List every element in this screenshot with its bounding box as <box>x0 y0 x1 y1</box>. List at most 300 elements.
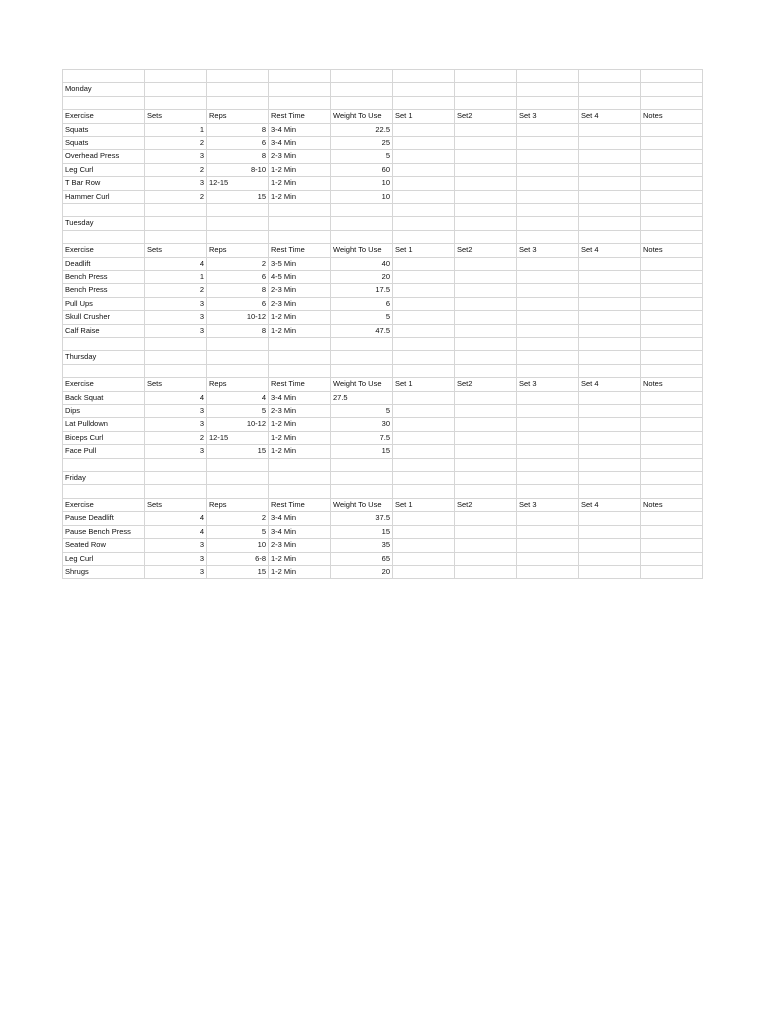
empty-cell[interactable] <box>269 204 331 217</box>
value-cell[interactable] <box>517 512 579 525</box>
empty-cell[interactable] <box>145 485 207 498</box>
value-cell[interactable] <box>641 137 703 150</box>
value-cell[interactable]: 8 <box>207 123 269 136</box>
empty-cell[interactable] <box>269 217 331 230</box>
value-cell[interactable]: 5 <box>331 150 393 163</box>
empty-cell[interactable] <box>269 351 331 364</box>
column-header[interactable]: Set2 <box>455 378 517 391</box>
value-cell[interactable]: 2 <box>207 257 269 270</box>
value-cell[interactable] <box>455 539 517 552</box>
value-cell[interactable] <box>641 190 703 203</box>
value-cell[interactable] <box>393 565 455 578</box>
value-cell[interactable] <box>641 431 703 444</box>
value-cell[interactable] <box>579 391 641 404</box>
value-cell[interactable] <box>455 297 517 310</box>
value-cell[interactable] <box>517 565 579 578</box>
value-cell[interactable] <box>455 525 517 538</box>
empty-cell[interactable] <box>579 485 641 498</box>
empty-cell[interactable] <box>207 204 269 217</box>
empty-cell[interactable] <box>455 338 517 351</box>
value-cell[interactable]: 12-15 <box>207 177 269 190</box>
value-cell[interactable]: 2 <box>145 284 207 297</box>
empty-cell[interactable] <box>455 96 517 109</box>
empty-cell[interactable] <box>641 472 703 485</box>
column-header[interactable]: Set 3 <box>517 244 579 257</box>
value-cell[interactable]: 8 <box>207 324 269 337</box>
value-cell[interactable] <box>579 257 641 270</box>
column-header[interactable]: Set2 <box>455 244 517 257</box>
value-cell[interactable]: 6 <box>207 297 269 310</box>
value-cell[interactable] <box>641 271 703 284</box>
empty-cell[interactable] <box>331 83 393 96</box>
empty-cell[interactable] <box>393 458 455 471</box>
value-cell[interactable]: 3-4 Min <box>269 512 331 525</box>
column-header[interactable]: Set2 <box>455 498 517 511</box>
value-cell[interactable]: 10 <box>207 539 269 552</box>
value-cell[interactable] <box>393 418 455 431</box>
value-cell[interactable] <box>641 512 703 525</box>
value-cell[interactable]: 3 <box>145 539 207 552</box>
empty-cell[interactable] <box>393 70 455 83</box>
empty-cell[interactable] <box>269 364 331 377</box>
value-cell[interactable]: 10-12 <box>207 418 269 431</box>
value-cell[interactable] <box>393 512 455 525</box>
value-cell[interactable]: 3 <box>145 565 207 578</box>
value-cell[interactable]: 22.5 <box>331 123 393 136</box>
column-header[interactable]: Weight To Use <box>331 378 393 391</box>
empty-cell[interactable] <box>641 204 703 217</box>
value-cell[interactable] <box>517 257 579 270</box>
value-cell[interactable] <box>393 163 455 176</box>
value-cell[interactable]: 60 <box>331 163 393 176</box>
empty-cell[interactable] <box>579 96 641 109</box>
value-cell[interactable]: 5 <box>207 525 269 538</box>
value-cell[interactable] <box>455 512 517 525</box>
empty-cell[interactable] <box>207 472 269 485</box>
column-header[interactable]: Sets <box>145 498 207 511</box>
value-cell[interactable]: 1-2 Min <box>269 431 331 444</box>
empty-cell[interactable] <box>455 472 517 485</box>
empty-cell[interactable] <box>641 351 703 364</box>
column-header[interactable]: Reps <box>207 378 269 391</box>
column-header[interactable]: Set 1 <box>393 244 455 257</box>
empty-cell[interactable] <box>641 217 703 230</box>
empty-cell[interactable] <box>579 230 641 243</box>
value-cell[interactable] <box>393 177 455 190</box>
value-cell[interactable] <box>455 431 517 444</box>
value-cell[interactable] <box>517 150 579 163</box>
value-cell[interactable] <box>455 565 517 578</box>
value-cell[interactable] <box>517 284 579 297</box>
empty-cell[interactable] <box>393 351 455 364</box>
empty-cell[interactable] <box>63 458 145 471</box>
value-cell[interactable]: 20 <box>331 565 393 578</box>
value-cell[interactable] <box>579 297 641 310</box>
empty-cell[interactable] <box>331 472 393 485</box>
exercise-name-cell[interactable]: Pull Ups <box>63 297 145 310</box>
value-cell[interactable] <box>455 257 517 270</box>
value-cell[interactable] <box>517 271 579 284</box>
value-cell[interactable]: 15 <box>207 445 269 458</box>
empty-cell[interactable] <box>517 351 579 364</box>
value-cell[interactable] <box>641 163 703 176</box>
column-header[interactable]: Set 4 <box>579 378 641 391</box>
value-cell[interactable] <box>393 445 455 458</box>
value-cell[interactable] <box>455 137 517 150</box>
column-header[interactable]: Rest Time <box>269 244 331 257</box>
exercise-name-cell[interactable]: Deadlift <box>63 257 145 270</box>
value-cell[interactable]: 25 <box>331 137 393 150</box>
empty-cell[interactable] <box>331 230 393 243</box>
column-header[interactable]: Set 3 <box>517 110 579 123</box>
empty-cell[interactable] <box>331 96 393 109</box>
column-header[interactable]: Weight To Use <box>331 498 393 511</box>
exercise-name-cell[interactable]: Seated Row <box>63 539 145 552</box>
value-cell[interactable] <box>517 539 579 552</box>
value-cell[interactable]: 4 <box>145 391 207 404</box>
value-cell[interactable]: 65 <box>331 552 393 565</box>
value-cell[interactable] <box>579 190 641 203</box>
value-cell[interactable]: 8 <box>207 150 269 163</box>
exercise-name-cell[interactable]: Dips <box>63 405 145 418</box>
value-cell[interactable]: 3-4 Min <box>269 391 331 404</box>
empty-cell[interactable] <box>145 204 207 217</box>
value-cell[interactable] <box>641 565 703 578</box>
value-cell[interactable] <box>517 418 579 431</box>
empty-cell[interactable] <box>145 472 207 485</box>
column-header[interactable]: Set 1 <box>393 378 455 391</box>
value-cell[interactable]: 15 <box>207 190 269 203</box>
empty-cell[interactable] <box>63 364 145 377</box>
value-cell[interactable]: 1-2 Min <box>269 418 331 431</box>
value-cell[interactable] <box>579 177 641 190</box>
value-cell[interactable]: 1-2 Min <box>269 177 331 190</box>
value-cell[interactable] <box>579 539 641 552</box>
value-cell[interactable]: 1 <box>145 123 207 136</box>
value-cell[interactable]: 20 <box>331 271 393 284</box>
empty-cell[interactable] <box>579 338 641 351</box>
empty-cell[interactable] <box>641 485 703 498</box>
empty-cell[interactable] <box>579 204 641 217</box>
value-cell[interactable] <box>455 324 517 337</box>
column-header[interactable]: Sets <box>145 378 207 391</box>
empty-cell[interactable] <box>393 338 455 351</box>
empty-cell[interactable] <box>579 217 641 230</box>
value-cell[interactable] <box>517 177 579 190</box>
empty-cell[interactable] <box>269 83 331 96</box>
column-header[interactable]: Weight To Use <box>331 110 393 123</box>
empty-cell[interactable] <box>393 364 455 377</box>
value-cell[interactable] <box>455 311 517 324</box>
value-cell[interactable] <box>641 150 703 163</box>
value-cell[interactable] <box>641 177 703 190</box>
empty-cell[interactable] <box>455 230 517 243</box>
exercise-name-cell[interactable]: Skull Crusher <box>63 311 145 324</box>
column-header[interactable]: Set 3 <box>517 378 579 391</box>
empty-cell[interactable] <box>331 338 393 351</box>
value-cell[interactable]: 3-4 Min <box>269 137 331 150</box>
value-cell[interactable] <box>517 297 579 310</box>
exercise-name-cell[interactable]: Leg Curl <box>63 552 145 565</box>
value-cell[interactable] <box>641 405 703 418</box>
column-header[interactable]: Exercise <box>63 244 145 257</box>
value-cell[interactable]: 3-4 Min <box>269 123 331 136</box>
value-cell[interactable] <box>455 284 517 297</box>
value-cell[interactable]: 1-2 Min <box>269 163 331 176</box>
value-cell[interactable]: 3 <box>145 297 207 310</box>
empty-cell[interactable] <box>455 204 517 217</box>
value-cell[interactable] <box>641 311 703 324</box>
value-cell[interactable]: 7.5 <box>331 431 393 444</box>
value-cell[interactable]: 37.5 <box>331 512 393 525</box>
empty-cell[interactable] <box>269 96 331 109</box>
empty-cell[interactable] <box>641 83 703 96</box>
empty-cell[interactable] <box>517 230 579 243</box>
value-cell[interactable] <box>517 137 579 150</box>
empty-cell[interactable] <box>517 83 579 96</box>
value-cell[interactable] <box>393 324 455 337</box>
exercise-name-cell[interactable]: Pause Deadlift <box>63 512 145 525</box>
value-cell[interactable] <box>579 123 641 136</box>
empty-cell[interactable] <box>63 338 145 351</box>
column-header[interactable]: Set 4 <box>579 110 641 123</box>
exercise-name-cell[interactable]: Face Pull <box>63 445 145 458</box>
empty-cell[interactable] <box>269 230 331 243</box>
value-cell[interactable] <box>641 257 703 270</box>
value-cell[interactable]: 1-2 Min <box>269 311 331 324</box>
empty-cell[interactable] <box>393 83 455 96</box>
empty-cell[interactable] <box>579 70 641 83</box>
value-cell[interactable] <box>517 163 579 176</box>
value-cell[interactable]: 3 <box>145 445 207 458</box>
value-cell[interactable]: 8-10 <box>207 163 269 176</box>
empty-cell[interactable] <box>455 70 517 83</box>
value-cell[interactable] <box>393 150 455 163</box>
empty-cell[interactable] <box>63 485 145 498</box>
exercise-name-cell[interactable]: Calf Raise <box>63 324 145 337</box>
value-cell[interactable]: 17.5 <box>331 284 393 297</box>
value-cell[interactable]: 1-2 Min <box>269 190 331 203</box>
value-cell[interactable] <box>455 405 517 418</box>
column-header[interactable]: Notes <box>641 498 703 511</box>
value-cell[interactable]: 35 <box>331 539 393 552</box>
value-cell[interactable] <box>517 445 579 458</box>
empty-cell[interactable] <box>145 96 207 109</box>
column-header[interactable]: Set2 <box>455 110 517 123</box>
value-cell[interactable]: 15 <box>207 565 269 578</box>
value-cell[interactable] <box>455 445 517 458</box>
empty-cell[interactable] <box>641 364 703 377</box>
value-cell[interactable]: 2-3 Min <box>269 284 331 297</box>
value-cell[interactable] <box>579 137 641 150</box>
empty-cell[interactable] <box>207 96 269 109</box>
value-cell[interactable] <box>641 525 703 538</box>
value-cell[interactable]: 4 <box>145 512 207 525</box>
value-cell[interactable] <box>393 552 455 565</box>
column-header[interactable]: Set 4 <box>579 244 641 257</box>
empty-cell[interactable] <box>145 338 207 351</box>
value-cell[interactable] <box>455 123 517 136</box>
column-header[interactable]: Weight To Use <box>331 244 393 257</box>
value-cell[interactable] <box>579 284 641 297</box>
column-header[interactable]: Reps <box>207 244 269 257</box>
value-cell[interactable] <box>517 525 579 538</box>
value-cell[interactable] <box>641 552 703 565</box>
exercise-name-cell[interactable]: Overhead Press <box>63 150 145 163</box>
value-cell[interactable]: 10 <box>331 177 393 190</box>
value-cell[interactable]: 3 <box>145 405 207 418</box>
value-cell[interactable] <box>517 324 579 337</box>
value-cell[interactable] <box>393 190 455 203</box>
column-header[interactable]: Sets <box>145 244 207 257</box>
value-cell[interactable]: 5 <box>207 405 269 418</box>
empty-cell[interactable] <box>579 458 641 471</box>
value-cell[interactable] <box>393 297 455 310</box>
value-cell[interactable]: 47.5 <box>331 324 393 337</box>
empty-cell[interactable] <box>269 472 331 485</box>
empty-cell[interactable] <box>331 204 393 217</box>
empty-cell[interactable] <box>517 338 579 351</box>
empty-cell[interactable] <box>331 364 393 377</box>
empty-cell[interactable] <box>579 351 641 364</box>
column-header[interactable]: Sets <box>145 110 207 123</box>
value-cell[interactable]: 2 <box>145 163 207 176</box>
empty-cell[interactable] <box>455 217 517 230</box>
value-cell[interactable] <box>641 539 703 552</box>
empty-cell[interactable] <box>269 338 331 351</box>
value-cell[interactable]: 4 <box>145 525 207 538</box>
value-cell[interactable]: 40 <box>331 257 393 270</box>
empty-cell[interactable] <box>63 204 145 217</box>
empty-cell[interactable] <box>517 485 579 498</box>
value-cell[interactable]: 6 <box>331 297 393 310</box>
value-cell[interactable]: 27.5 <box>331 391 393 404</box>
empty-cell[interactable] <box>517 458 579 471</box>
column-header[interactable]: Set 4 <box>579 498 641 511</box>
empty-cell[interactable] <box>331 217 393 230</box>
value-cell[interactable]: 12-15 <box>207 431 269 444</box>
empty-cell[interactable] <box>269 458 331 471</box>
value-cell[interactable]: 6-8 <box>207 552 269 565</box>
empty-cell[interactable] <box>269 485 331 498</box>
column-header[interactable]: Exercise <box>63 498 145 511</box>
value-cell[interactable] <box>641 445 703 458</box>
value-cell[interactable] <box>517 552 579 565</box>
column-header[interactable]: Rest Time <box>269 378 331 391</box>
value-cell[interactable] <box>455 418 517 431</box>
empty-cell[interactable] <box>517 217 579 230</box>
value-cell[interactable] <box>455 150 517 163</box>
value-cell[interactable] <box>517 391 579 404</box>
value-cell[interactable]: 5 <box>331 405 393 418</box>
column-header[interactable]: Notes <box>641 244 703 257</box>
value-cell[interactable] <box>579 271 641 284</box>
empty-cell[interactable] <box>63 70 145 83</box>
empty-cell[interactable] <box>207 338 269 351</box>
exercise-name-cell[interactable]: Back Squat <box>63 391 145 404</box>
value-cell[interactable]: 6 <box>207 137 269 150</box>
value-cell[interactable] <box>393 525 455 538</box>
value-cell[interactable] <box>579 431 641 444</box>
exercise-name-cell[interactable]: Lat Pulldown <box>63 418 145 431</box>
empty-cell[interactable] <box>207 70 269 83</box>
day-title[interactable]: Monday <box>63 83 145 96</box>
column-header[interactable]: Rest Time <box>269 110 331 123</box>
value-cell[interactable] <box>455 271 517 284</box>
value-cell[interactable] <box>579 324 641 337</box>
empty-cell[interactable] <box>63 96 145 109</box>
value-cell[interactable] <box>517 405 579 418</box>
column-header[interactable]: Set 1 <box>393 110 455 123</box>
empty-cell[interactable] <box>517 96 579 109</box>
value-cell[interactable]: 5 <box>331 311 393 324</box>
value-cell[interactable] <box>579 565 641 578</box>
column-header[interactable]: Notes <box>641 378 703 391</box>
exercise-name-cell[interactable]: Hammer Curl <box>63 190 145 203</box>
empty-cell[interactable] <box>517 364 579 377</box>
value-cell[interactable]: 2 <box>145 431 207 444</box>
value-cell[interactable]: 4 <box>207 391 269 404</box>
empty-cell[interactable] <box>641 70 703 83</box>
value-cell[interactable] <box>641 297 703 310</box>
empty-cell[interactable] <box>455 364 517 377</box>
empty-cell[interactable] <box>393 230 455 243</box>
value-cell[interactable]: 1-2 Min <box>269 565 331 578</box>
value-cell[interactable]: 1 <box>145 271 207 284</box>
exercise-name-cell[interactable]: Pause Bench Press <box>63 525 145 538</box>
value-cell[interactable] <box>517 123 579 136</box>
column-header[interactable]: Set 1 <box>393 498 455 511</box>
value-cell[interactable]: 3 <box>145 150 207 163</box>
value-cell[interactable] <box>393 405 455 418</box>
value-cell[interactable]: 3-4 Min <box>269 525 331 538</box>
day-title[interactable]: Tuesday <box>63 217 145 230</box>
value-cell[interactable] <box>393 539 455 552</box>
value-cell[interactable] <box>455 177 517 190</box>
empty-cell[interactable] <box>517 70 579 83</box>
value-cell[interactable] <box>641 418 703 431</box>
value-cell[interactable] <box>579 163 641 176</box>
empty-cell[interactable] <box>579 83 641 96</box>
value-cell[interactable]: 2-3 Min <box>269 150 331 163</box>
empty-cell[interactable] <box>207 458 269 471</box>
column-header[interactable]: Rest Time <box>269 498 331 511</box>
value-cell[interactable] <box>579 512 641 525</box>
value-cell[interactable] <box>579 445 641 458</box>
value-cell[interactable] <box>517 311 579 324</box>
value-cell[interactable]: 4 <box>145 257 207 270</box>
exercise-name-cell[interactable]: Leg Curl <box>63 163 145 176</box>
value-cell[interactable] <box>393 257 455 270</box>
empty-cell[interactable] <box>393 217 455 230</box>
empty-cell[interactable] <box>579 472 641 485</box>
empty-cell[interactable] <box>455 485 517 498</box>
empty-cell[interactable] <box>207 364 269 377</box>
value-cell[interactable]: 10 <box>331 190 393 203</box>
value-cell[interactable]: 3 <box>145 311 207 324</box>
day-title[interactable]: Friday <box>63 472 145 485</box>
empty-cell[interactable] <box>517 204 579 217</box>
value-cell[interactable] <box>579 418 641 431</box>
column-header[interactable]: Notes <box>641 110 703 123</box>
empty-cell[interactable] <box>145 364 207 377</box>
value-cell[interactable] <box>455 190 517 203</box>
value-cell[interactable]: 1-2 Min <box>269 445 331 458</box>
empty-cell[interactable] <box>145 351 207 364</box>
value-cell[interactable]: 1-2 Min <box>269 324 331 337</box>
value-cell[interactable]: 3 <box>145 324 207 337</box>
value-cell[interactable] <box>641 324 703 337</box>
